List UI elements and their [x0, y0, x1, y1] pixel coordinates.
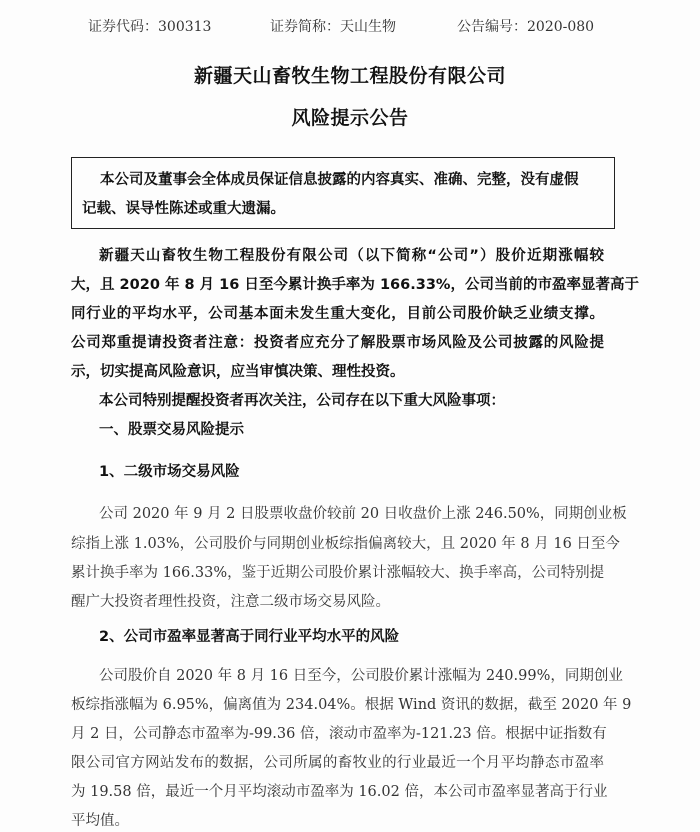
intro-line: 同行业的平均水平，公司基本面未发生重大变化，目前公司股价缺乏业绩支撑。 — [71, 306, 604, 322]
intro-line: 本公司特别提醒投资者再次关注，公司存在以下重大风险事项： — [99, 393, 505, 409]
announcement-header — [0, 16, 700, 38]
body-line: 月 2 日，公司静态市盈率为-99.36 倍，滚动市盈率为-121.23 倍。根据中证指数有 — [71, 726, 607, 742]
stock-short-name: 证券简称：天山生物 — [270, 19, 396, 35]
body-line: 为 19.58 倍，最近一个月平均滚动市盈率为 16.02 倍，本公司市盈率显著高于行业 — [71, 784, 608, 800]
notice-title: 风险提示公告 — [291, 107, 409, 129]
announcement-number: 公告编号：2020-080 — [457, 19, 595, 35]
body-line: 平均值。 — [71, 813, 129, 829]
section-heading: 一、股票交易风险提示 — [99, 422, 244, 438]
subsection-heading: 1、二级市场交易风险 — [99, 464, 240, 480]
intro-line: 新疆天山畜牧生物工程股份有限公司（以下简称“公司”）股价近期涨幅较 — [99, 248, 604, 264]
body-line: 累计换手率为 166.33%，鉴于近期公司股价累计涨幅较大、换手率高，公司特别提 — [71, 565, 605, 581]
intro-line: 大，且 2020 年 8 月 16 日至今累计换手率为 166.33%，公司当前的市盈率显著高于 — [71, 277, 639, 293]
body-line: 限公司官方网站发布的数据，公司所属的畜牧业的行业最近一个月平均静态市盈率 — [71, 755, 604, 771]
company-title: 新疆天山畜牧生物工程股份有限公司 — [193, 65, 506, 87]
body-line: 公司 2020 年 9 月 2 日股票收盘价较前 20 日收盘价上涨 246.50%，同期创业板 — [99, 506, 627, 522]
subsection-heading: 2、公司市盈率显著高于同行业平均水平的风险 — [99, 629, 400, 645]
body-line: 公司股价自 2020 年 8 月 16 日至今，公司股价累计涨幅为 240.99%，同期创业 — [99, 668, 623, 684]
statement-line: 本公司及董事会全体成员保证信息披露的内容真实、准确、完整，没有虚假 — [100, 172, 579, 188]
body-line: 板综指涨幅为 6.95%，偏离值为 234.04%。根据 Wind 资讯的数据，截至 2020 年 9 — [71, 697, 632, 713]
statement-line: 记载、误导性陈述或重大遗漏。 — [82, 201, 285, 217]
board-statement-box — [71, 157, 615, 229]
intro-line: 公司郑重提请投资者注意：投资者应充分了解股票市场风险及公司披露的风险提 — [71, 335, 604, 351]
body-line: 综指上涨 1.03%，公司股价与同期创业板综指偏离较大，且 2020 年 8 月 16 日至今 — [71, 536, 620, 552]
intro-line: 示，切实提高风险意识，应当审慎决策、理性投资。 — [71, 364, 405, 380]
stock-code: 证券代码：300313 — [88, 19, 212, 35]
body-line: 醒广大投资者理性投资，注意二级市场交易风险。 — [71, 594, 390, 610]
